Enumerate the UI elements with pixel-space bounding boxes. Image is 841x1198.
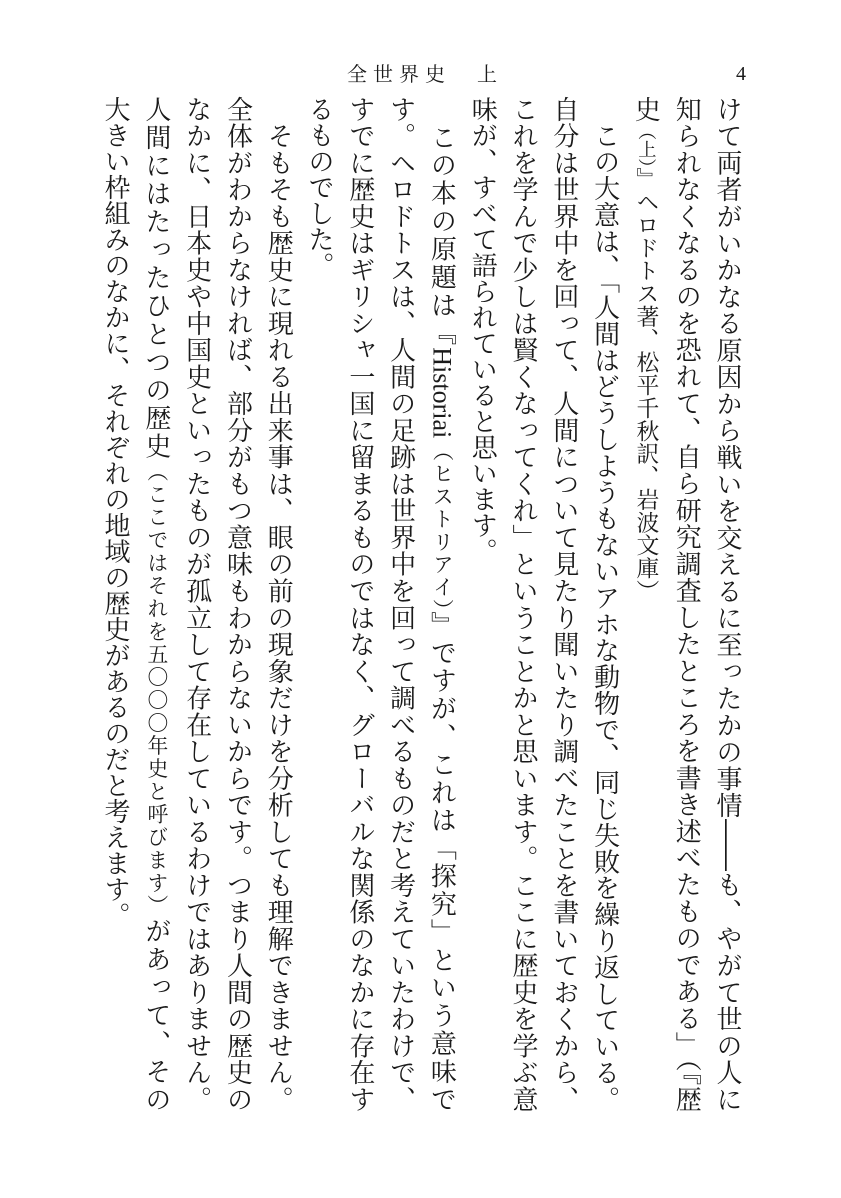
text-line: 全体がわからなければ、部分がもつ意味もわからないからです。つまり人間の歴史の	[222, 96, 253, 1112]
text-line: なかに、日本史や中国史といったものが孤立して存在しているわけではありません。	[181, 96, 212, 1112]
text-line: これを学んで少しは賢くなってくれ」ということかと思います。ここに歴史を学ぶ意	[508, 96, 539, 1112]
text-segment: 人間にはたったひとつの歴史	[140, 96, 171, 461]
text-line: 味が、すべて語られていると思います。	[467, 96, 498, 564]
text-line: 大きい枠組みのなかに、それぞれの地域の歴史があるのだと考えます。	[100, 96, 131, 928]
running-title: 全世界史 上	[347, 62, 503, 86]
text-line	[421, 96, 462, 1112]
text-segment: 史	[630, 96, 661, 122]
text-segment: この本の原題は『	[426, 96, 457, 348]
citation-text: 』ヘロドトス著、松平千秋訳、岩波文庫）	[632, 167, 659, 603]
body-text	[94, 96, 747, 1112]
page-number: 4	[736, 63, 746, 85]
text-segment: 』ですが、これは「探究」という意味で	[426, 611, 457, 1113]
latin-title: Historiai	[427, 347, 457, 439]
reading-note: （ヒストリアイ）	[429, 438, 454, 612]
parenthetical-note: （ここではそれを五〇〇〇年史と呼びます）	[143, 460, 168, 918]
volume-note: （上）	[635, 122, 657, 168]
text-line: す。ヘロドトスは、人間の足跡は世界中を回って調べるものだと考えていたわけで、	[385, 96, 416, 1113]
text-line: 知られなくなるのを恐れて、自ら研究調査したところを書き述べたものである」（『歴	[671, 96, 702, 1112]
text-line: すでに歴史はギリシャ一国に留まるものではなく、グローバルな関係のなかに存在す	[344, 96, 375, 1112]
text-line: 自分は世界中を回って、人間について見たり聞いたり調べたことを書いておくから、	[548, 96, 579, 1112]
text-segment: があって、その	[140, 917, 171, 1113]
text-line: そもそも歴史に現れる出来事は、眼の前の現象だけを分析しても理解できません。	[263, 96, 294, 1112]
text-line: るものでした。	[304, 96, 335, 278]
text-line	[135, 96, 176, 1112]
text-line	[625, 96, 666, 1112]
text-line: この大意は、「人間はどうしようもないアホな動物で、同じ失敗を繰り返している。	[589, 96, 620, 1112]
text-line: けて両者がいかなる原因から戦いを交えるに至ったかの事情――も、やがて世の人に	[712, 96, 742, 1112]
